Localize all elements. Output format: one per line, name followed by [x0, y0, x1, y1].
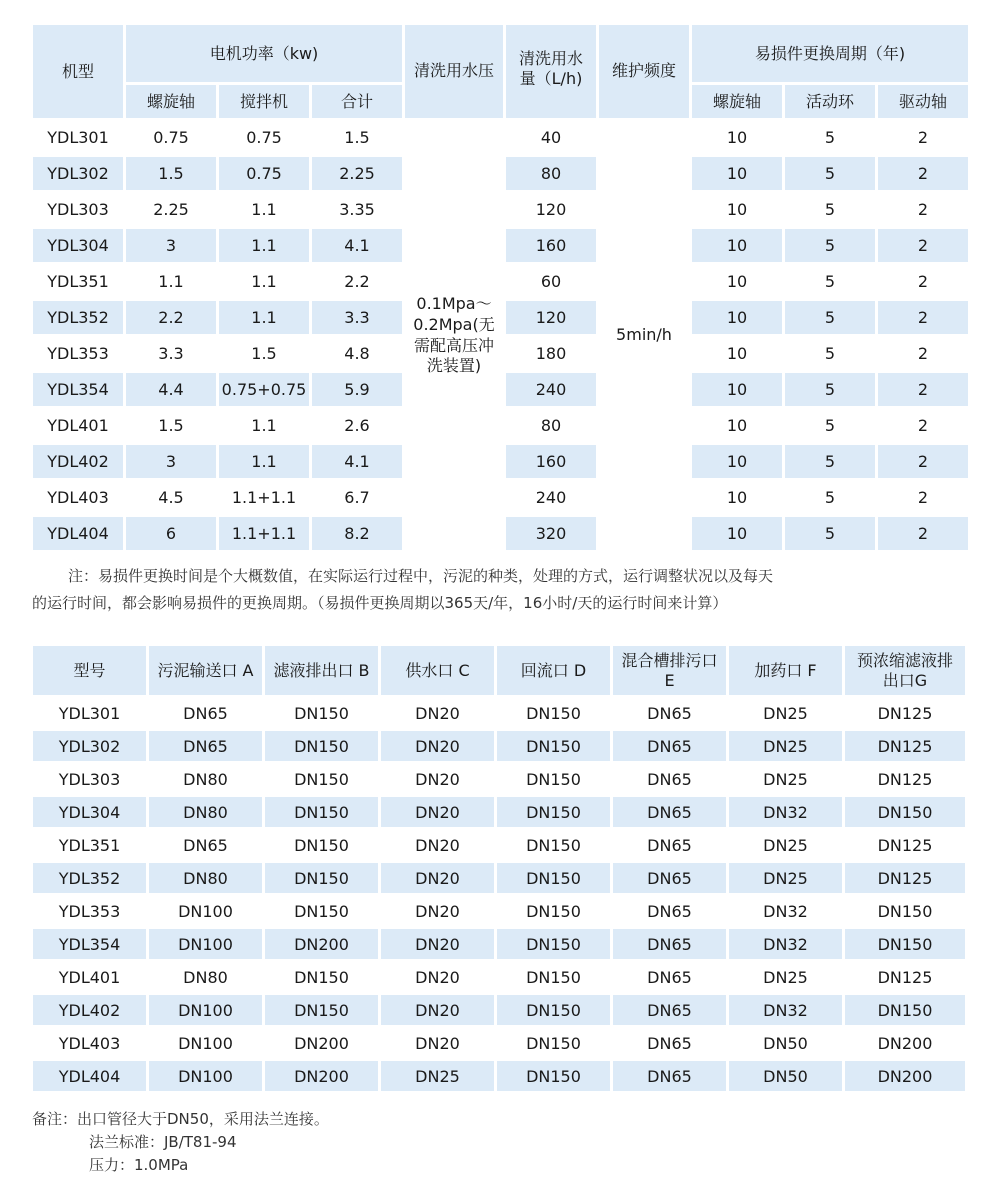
screw-power-cell: 4.4	[126, 373, 216, 406]
screw-power-cell: 6	[126, 517, 216, 550]
filtrate-outlet-cell: DN150	[265, 731, 378, 761]
sludge-inlet-cell: DN100	[149, 995, 262, 1025]
header-motor-power: 电机功率（kw)	[126, 25, 402, 82]
model-cell: YDL401	[33, 409, 123, 442]
table-row	[33, 731, 965, 761]
header-screw: 螺旋轴	[126, 85, 216, 118]
wash-water-cell: 80	[506, 409, 596, 442]
return-port-cell: DN150	[497, 764, 610, 794]
total-power-cell: 8.2	[312, 517, 402, 550]
wear-parts-note-line1: 注：易损件更换时间是个大概数值，在实际运行过程中，污泥的种类，处理的方式，运行调整状况以及每天	[68, 567, 774, 585]
wash-water-cell: 60	[506, 265, 596, 298]
wear-drive-cell: 2	[878, 193, 968, 226]
dosing-port-cell: DN25	[729, 764, 842, 794]
wear-parts-note	[32, 563, 972, 617]
model-cell: YDL303	[33, 764, 146, 794]
mixer-power-cell: 0.75+0.75	[219, 373, 309, 406]
screw-power-cell: 1.1	[126, 265, 216, 298]
mix-tank-drain-cell: DN65	[613, 962, 726, 992]
screw-power-cell: 2.25	[126, 193, 216, 226]
dosing-port-cell: DN32	[729, 896, 842, 926]
mixer-power-cell: 1.1+1.1	[219, 517, 309, 550]
wear-ring-cell: 5	[785, 517, 875, 550]
table-row	[33, 896, 965, 926]
water-supply-cell: DN20	[381, 764, 494, 794]
header-wash-water	[506, 25, 596, 118]
filtrate-outlet-cell: DN200	[265, 1028, 378, 1058]
wear-drive-cell: 2	[878, 337, 968, 370]
water-supply-cell: DN20	[381, 929, 494, 959]
model-cell: YDL353	[33, 896, 146, 926]
filtrate-outlet-cell: DN150	[265, 995, 378, 1025]
filtrate-outlet-cell: DN200	[265, 1061, 378, 1091]
mixer-power-cell: 0.75	[219, 121, 309, 154]
wash-water-cell: 40	[506, 121, 596, 154]
spec-table-power-maintenance	[30, 22, 971, 553]
water-supply-cell: DN25	[381, 1061, 494, 1091]
screw-power-cell: 4.5	[126, 481, 216, 514]
header-model-2: 型号	[33, 646, 146, 695]
wash-water-cell: 240	[506, 481, 596, 514]
table-row	[33, 764, 965, 794]
header-wash-water-line2: 量（L/h)	[519, 69, 583, 88]
filtrate-outlet-cell: DN150	[265, 764, 378, 794]
dosing-port-cell: DN50	[729, 1028, 842, 1058]
wear-drive-cell: 2	[878, 409, 968, 442]
header-wash-water-line1: 清洗用水	[518, 49, 583, 68]
wear-screw-cell: 10	[692, 517, 782, 550]
wear-screw-cell: 10	[692, 301, 782, 334]
table-row	[33, 698, 965, 728]
prethicken-drain-cell: DN150	[845, 896, 965, 926]
dosing-port-cell: DN32	[729, 929, 842, 959]
wear-screw-cell: 10	[692, 337, 782, 370]
return-port-cell: DN150	[497, 698, 610, 728]
wash-water-cell: 160	[506, 445, 596, 478]
filtrate-outlet-cell: DN150	[265, 863, 378, 893]
header-water-supply: 供水口 C	[381, 646, 494, 695]
wash-pressure-cell: 0.1Mpa～0.2Mpa(无需配高压冲洗装置)	[405, 121, 503, 550]
mixer-power-cell: 1.1	[219, 229, 309, 262]
wash-water-cell: 240	[506, 373, 596, 406]
wash-water-cell: 80	[506, 157, 596, 190]
header-total: 合计	[312, 85, 402, 118]
wear-parts-note-line2: 的运行时间，都会影响易损件的更换周期。（易损件更换周期以365天/年，16小时/天的运行时间来计算）	[32, 594, 728, 612]
flange-standard: 法兰标准：JB/T81-94	[89, 1133, 237, 1151]
model-cell: YDL302	[33, 731, 146, 761]
mix-tank-drain-cell: DN65	[613, 731, 726, 761]
return-port-cell: DN150	[497, 995, 610, 1025]
table-row	[33, 121, 968, 154]
dosing-port-cell: DN25	[729, 863, 842, 893]
prethicken-drain-cell: DN125	[845, 731, 965, 761]
screw-power-cell: 3	[126, 229, 216, 262]
filtrate-outlet-cell: DN150	[265, 896, 378, 926]
mixer-power-cell: 0.75	[219, 157, 309, 190]
mix-tank-drain-cell: DN65	[613, 863, 726, 893]
mix-tank-drain-cell: DN65	[613, 929, 726, 959]
model-cell: YDL401	[33, 962, 146, 992]
model-cell: YDL352	[33, 301, 123, 334]
return-port-cell: DN150	[497, 863, 610, 893]
wash-water-cell: 180	[506, 337, 596, 370]
header-mix-tank-drain	[613, 646, 726, 695]
flange-note	[32, 1108, 329, 1177]
total-power-cell: 2.2	[312, 265, 402, 298]
wear-ring-cell: 5	[785, 337, 875, 370]
mixer-power-cell: 1.5	[219, 337, 309, 370]
filtrate-outlet-cell: DN150	[265, 698, 378, 728]
water-supply-cell: DN20	[381, 962, 494, 992]
wear-ring-cell: 5	[785, 409, 875, 442]
header-prethicken-drain	[845, 646, 965, 695]
model-cell: YDL403	[33, 481, 123, 514]
sludge-inlet-cell: DN65	[149, 698, 262, 728]
header-mix-tank-drain-line1: 混合槽排污口	[621, 650, 718, 670]
filtrate-outlet-cell: DN150	[265, 830, 378, 860]
total-power-cell: 6.7	[312, 481, 402, 514]
wear-screw-cell: 10	[692, 229, 782, 262]
wear-ring-cell: 5	[785, 373, 875, 406]
mixer-power-cell: 1.1+1.1	[219, 481, 309, 514]
header-dosing-port: 加药口 F	[729, 646, 842, 695]
wear-ring-cell: 5	[785, 265, 875, 298]
wear-screw-cell: 10	[692, 481, 782, 514]
return-port-cell: DN150	[497, 1061, 610, 1091]
header-mixer: 搅拌机	[219, 85, 309, 118]
wear-drive-cell: 2	[878, 517, 968, 550]
prethicken-drain-cell: DN125	[845, 863, 965, 893]
prethicken-drain-cell: DN200	[845, 1061, 965, 1091]
return-port-cell: DN150	[497, 896, 610, 926]
pressure-rating: 压力：1.0MPa	[89, 1156, 189, 1174]
wear-drive-cell: 2	[878, 157, 968, 190]
water-supply-cell: DN20	[381, 863, 494, 893]
header-model: 机型	[33, 25, 123, 118]
prethicken-drain-cell: DN125	[845, 962, 965, 992]
wear-screw-cell: 10	[692, 265, 782, 298]
dosing-port-cell: DN25	[729, 698, 842, 728]
screw-power-cell: 0.75	[126, 121, 216, 154]
dosing-port-cell: DN25	[729, 731, 842, 761]
mixer-power-cell: 1.1	[219, 409, 309, 442]
sludge-inlet-cell: DN65	[149, 731, 262, 761]
mix-tank-drain-cell: DN65	[613, 995, 726, 1025]
wash-water-cell: 120	[506, 301, 596, 334]
wear-drive-cell: 2	[878, 229, 968, 262]
screw-power-cell: 2.2	[126, 301, 216, 334]
wash-water-cell: 120	[506, 193, 596, 226]
wear-ring-cell: 5	[785, 301, 875, 334]
wear-ring-cell: 5	[785, 157, 875, 190]
prethicken-drain-cell: DN200	[845, 1028, 965, 1058]
filtrate-outlet-cell: DN200	[265, 929, 378, 959]
header-drive-shaft: 驱动轴	[878, 85, 968, 118]
wear-drive-cell: 2	[878, 373, 968, 406]
filtrate-outlet-cell: DN150	[265, 962, 378, 992]
model-cell: YDL352	[33, 863, 146, 893]
header-moving-ring: 活动环	[785, 85, 875, 118]
wear-drive-cell: 2	[878, 445, 968, 478]
model-cell: YDL304	[33, 797, 146, 827]
prethicken-drain-cell: DN125	[845, 830, 965, 860]
header-prethicken-drain-line2: 出口G	[882, 670, 928, 690]
water-supply-cell: DN20	[381, 995, 494, 1025]
prethicken-drain-cell: DN125	[845, 764, 965, 794]
model-cell: YDL351	[33, 830, 146, 860]
total-power-cell: 3.3	[312, 301, 402, 334]
table-row	[33, 830, 965, 860]
header-prethicken-drain-line1: 预浓缩滤液排	[856, 650, 953, 670]
sludge-inlet-cell: DN100	[149, 1061, 262, 1091]
model-cell: YDL351	[33, 265, 123, 298]
table-row	[33, 962, 965, 992]
total-power-cell: 2.6	[312, 409, 402, 442]
dosing-port-cell: DN25	[729, 962, 842, 992]
model-cell: YDL302	[33, 157, 123, 190]
header-wash-pressure: 清洗用水压	[405, 25, 503, 118]
water-supply-cell: DN20	[381, 797, 494, 827]
maintenance-cell: 5min/h	[599, 121, 689, 550]
screw-power-cell: 3	[126, 445, 216, 478]
model-cell: YDL403	[33, 1028, 146, 1058]
wear-ring-cell: 5	[785, 193, 875, 226]
water-supply-cell: DN20	[381, 896, 494, 926]
sludge-inlet-cell: DN100	[149, 1028, 262, 1058]
mix-tank-drain-cell: DN65	[613, 1061, 726, 1091]
table-row	[33, 1061, 965, 1091]
model-cell: YDL301	[33, 121, 123, 154]
prethicken-drain-cell: DN150	[845, 995, 965, 1025]
return-port-cell: DN150	[497, 731, 610, 761]
wear-screw-cell: 10	[692, 445, 782, 478]
screw-power-cell: 3.3	[126, 337, 216, 370]
wear-screw-cell: 10	[692, 373, 782, 406]
dosing-port-cell: DN25	[729, 830, 842, 860]
water-supply-cell: DN20	[381, 830, 494, 860]
mix-tank-drain-cell: DN65	[613, 764, 726, 794]
model-cell: YDL402	[33, 995, 146, 1025]
wear-screw-cell: 10	[692, 193, 782, 226]
header-sludge-inlet: 污泥输送口 A	[149, 646, 262, 695]
table1-body	[33, 121, 968, 550]
header-wear-screw: 螺旋轴	[692, 85, 782, 118]
sludge-inlet-cell: DN80	[149, 863, 262, 893]
model-cell: YDL304	[33, 229, 123, 262]
mix-tank-drain-cell: DN65	[613, 896, 726, 926]
sludge-inlet-cell: DN80	[149, 962, 262, 992]
wear-screw-cell: 10	[692, 409, 782, 442]
wear-ring-cell: 5	[785, 481, 875, 514]
water-supply-cell: DN20	[381, 698, 494, 728]
return-port-cell: DN150	[497, 1028, 610, 1058]
sludge-inlet-cell: DN100	[149, 929, 262, 959]
wear-drive-cell: 2	[878, 481, 968, 514]
header-maintenance: 维护频度	[599, 25, 689, 118]
table-row	[33, 863, 965, 893]
mixer-power-cell: 1.1	[219, 301, 309, 334]
water-supply-cell: DN20	[381, 1028, 494, 1058]
wear-screw-cell: 10	[692, 121, 782, 154]
total-power-cell: 1.5	[312, 121, 402, 154]
table-row	[33, 929, 965, 959]
sludge-inlet-cell: DN80	[149, 797, 262, 827]
screw-power-cell: 1.5	[126, 157, 216, 190]
mixer-power-cell: 1.1	[219, 193, 309, 226]
prethicken-drain-cell: DN150	[845, 797, 965, 827]
model-cell: YDL402	[33, 445, 123, 478]
table-row	[33, 797, 965, 827]
mixer-power-cell: 1.1	[219, 265, 309, 298]
total-power-cell: 3.35	[312, 193, 402, 226]
header-return-port: 回流口 D	[497, 646, 610, 695]
mix-tank-drain-cell: DN65	[613, 830, 726, 860]
return-port-cell: DN150	[497, 830, 610, 860]
spec-table-ports	[30, 643, 968, 1094]
wear-ring-cell: 5	[785, 121, 875, 154]
prethicken-drain-cell: DN125	[845, 698, 965, 728]
total-power-cell: 4.1	[312, 445, 402, 478]
header-filtrate-outlet: 滤液排出口 B	[265, 646, 378, 695]
wear-drive-cell: 2	[878, 265, 968, 298]
mixer-power-cell: 1.1	[219, 445, 309, 478]
wash-water-cell: 160	[506, 229, 596, 262]
header-mix-tank-drain-line2: E	[664, 670, 675, 690]
mix-tank-drain-cell: DN65	[613, 1028, 726, 1058]
sludge-inlet-cell: DN80	[149, 764, 262, 794]
model-cell: YDL303	[33, 193, 123, 226]
total-power-cell: 2.25	[312, 157, 402, 190]
wash-water-cell: 320	[506, 517, 596, 550]
water-supply-cell: DN20	[381, 731, 494, 761]
model-cell: YDL404	[33, 1061, 146, 1091]
model-cell: YDL354	[33, 373, 123, 406]
sludge-inlet-cell: DN65	[149, 830, 262, 860]
return-port-cell: DN150	[497, 929, 610, 959]
return-port-cell: DN150	[497, 962, 610, 992]
table2-body	[33, 698, 965, 1091]
table-row	[33, 995, 965, 1025]
return-port-cell: DN150	[497, 797, 610, 827]
prethicken-drain-cell: DN150	[845, 929, 965, 959]
mix-tank-drain-cell: DN65	[613, 797, 726, 827]
dosing-port-cell: DN50	[729, 1061, 842, 1091]
flange-note-line1: 备注：出口管径大于DN50，采用法兰连接。	[32, 1110, 329, 1128]
model-cell: YDL353	[33, 337, 123, 370]
filtrate-outlet-cell: DN150	[265, 797, 378, 827]
dosing-port-cell: DN32	[729, 797, 842, 827]
model-cell: YDL354	[33, 929, 146, 959]
table-row	[33, 1028, 965, 1058]
total-power-cell: 4.1	[312, 229, 402, 262]
dosing-port-cell: DN32	[729, 995, 842, 1025]
mix-tank-drain-cell: DN65	[613, 698, 726, 728]
screw-power-cell: 1.5	[126, 409, 216, 442]
wear-ring-cell: 5	[785, 229, 875, 262]
wear-ring-cell: 5	[785, 445, 875, 478]
wear-drive-cell: 2	[878, 121, 968, 154]
wear-drive-cell: 2	[878, 301, 968, 334]
header-wear-cycle: 易损件更换周期（年)	[692, 25, 968, 82]
total-power-cell: 5.9	[312, 373, 402, 406]
wear-screw-cell: 10	[692, 157, 782, 190]
total-power-cell: 4.8	[312, 337, 402, 370]
sludge-inlet-cell: DN100	[149, 896, 262, 926]
model-cell: YDL404	[33, 517, 123, 550]
model-cell: YDL301	[33, 698, 146, 728]
